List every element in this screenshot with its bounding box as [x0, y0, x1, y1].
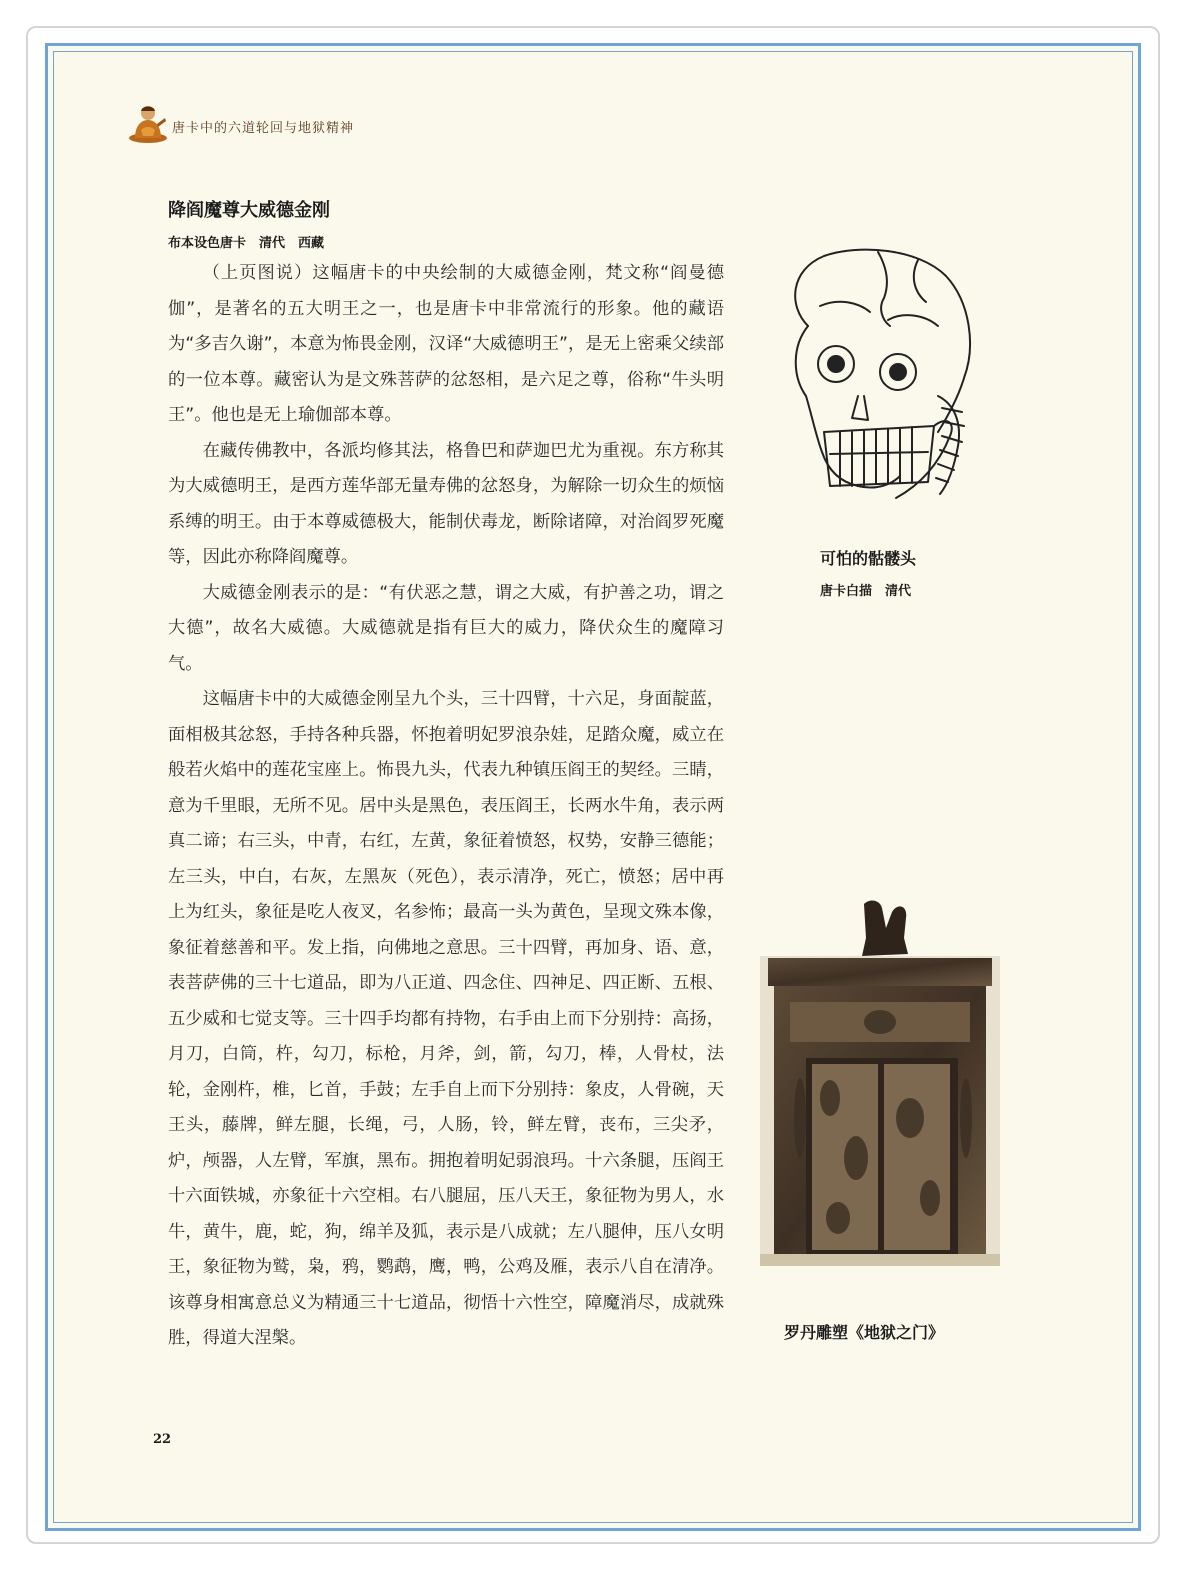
- gates-of-hell-photo: [760, 898, 1000, 1298]
- figure-caption-gates: 罗丹雕塑《地狱之门》: [784, 1323, 945, 1342]
- paragraph: 大威德金刚表示的是：“有伏恶之慧，谓之大威，有护善之功，谓之大德”，故名大威德。大威德就是指有巨大的威力，降伏众生的魔障习气。: [168, 582, 724, 674]
- page-number: 22: [153, 1432, 172, 1447]
- skull-line-drawing: [778, 246, 976, 502]
- figure-subcaption-skull: 唐卡白描 清代: [820, 584, 912, 599]
- article-body: [168, 256, 724, 1357]
- running-head-title: 唐卡中的六道轮回与地狱精神: [172, 121, 355, 136]
- paragraph: （上页图说）这幅唐卡的中央绘制的大威德金刚，梵文称“阎曼德伽”，是著名的五大明王之一，也是唐卡中非常流行的形象。他的藏语为“多吉久谢”，本意为怖畏金刚，汉译“大威德明王”，是无上密乘父续部的一位本尊。藏密认为是文殊菩萨的忿怒相，是六足之尊，俗称“牛头明王”。他也是无上瑜伽部本尊。: [168, 263, 724, 425]
- figure-caption-skull: 可怕的骷髅头: [820, 549, 917, 568]
- paragraph: 在藏传佛教中，各派均修其法，格鲁巴和萨迦巴尤为重视。东方称其为大威德明王，是西方莲华部无量寿佛的忿怒身，为解除一切众生的烦恼系缚的明王。由于本尊威德极大，能制伏毒龙，断除诸障，对治阎罗死魔等，因此亦称降阎魔尊。: [168, 440, 724, 567]
- seated-monk-icon: [127, 100, 169, 144]
- paragraph: 这幅唐卡中的大威德金刚呈九个头，三十四臂，十六足，身面靛蓝，面相极其忿怒，手持各种兵器，怀抱着明妃罗浪杂娃，足踏众魔，威立在般若火焰中的莲花宝座上。怖畏九头，代表九种镇压阎王的契经。三睛，意为千里眼，无所不见。居中头是黑色，表压阎王，长两水牛角，表示两真二谛；右三头，中青，右红，左黄，象征着愤怒，权势，安静三德能；左三头，中白，右灰，左黑灰（死色），表示清净，死亡，愤怒；居中再上为红头，象征是吃人夜叉，名参怖；最高一头为黄色，呈现文殊本像，象征着慈善和平。发上指，向佛地之意思。三十四臂，再加身、语、意，表菩萨佛的三十七道品，即为八正道、四念住、四神足、四正断、五根、五少威和七觉支等。三十四手均都有持物，右手由上而下分别持：高扬，月刀，白筒，杵，勾刀，标枪，月斧，剑，箭，勾刀，棒，人骨杖，法轮，金刚杵，椎，匕首，手鼓；左手自上而下分别持：象皮，人骨碗，天王头，藤牌，鲜左腿，长绳，弓，人肠，铃，鲜左臂，丧布，三尖矛，炉，颅器，人左臂，军旗，黑布。拥抱着明妃弱浪玛。十六条腿，压阎王十六面铁城，亦象征十六空相。右八腿屈，压八天王，象征物为男人，水牛，黄牛，鹿，蛇，狗，绵羊及狐，表示是八成就；左八腿伸，压八女明王，象征物为鹫，枭，鸦，鹦鹉，鹰，鸭，公鸡及雁，表示八自在清净。该尊身相寓意总义为精通三十七道品，彻悟十六性空，障魔消尽，成就殊胜，得道大涅槃。: [168, 689, 724, 1348]
- article-subtitle: 布本设色唐卡 清代 西藏: [168, 236, 325, 251]
- article-title: 降阎魔尊大威德金刚: [168, 200, 330, 221]
